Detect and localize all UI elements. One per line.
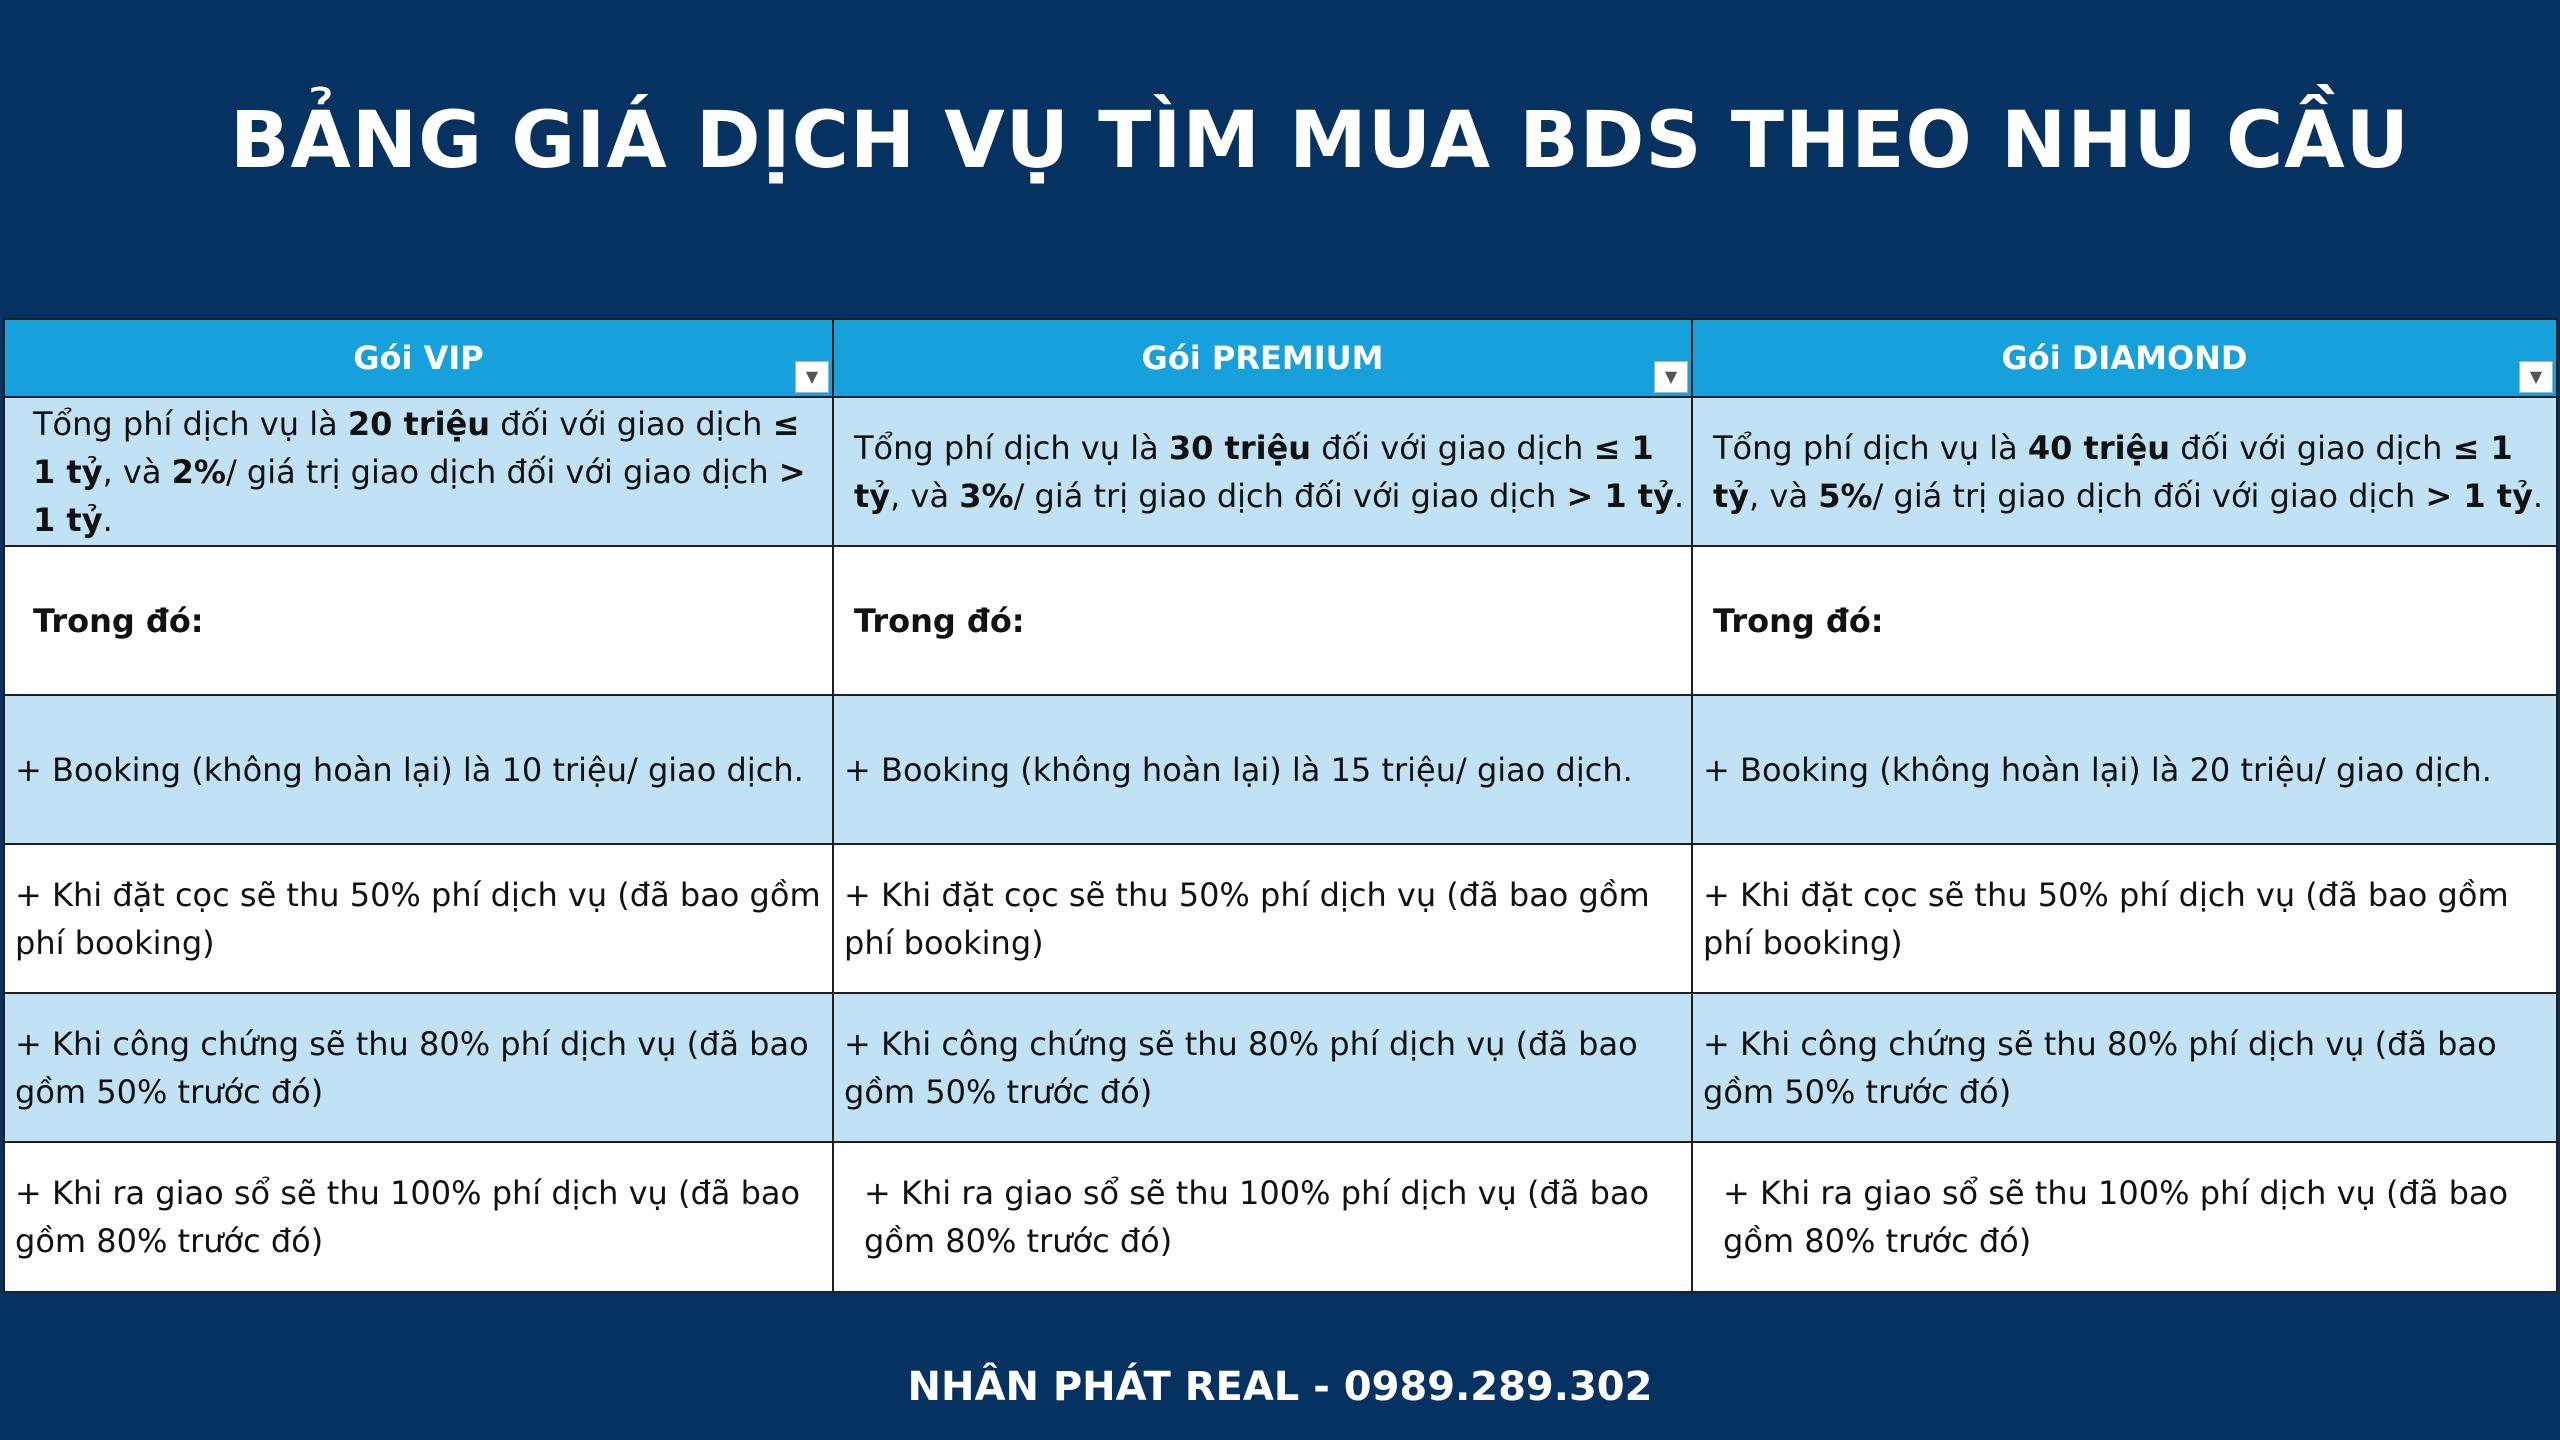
booking-cell: + Booking (không hoàn lại) là 15 triệu/ giao dịch. <box>833 695 1692 844</box>
notary-row <box>4 993 2557 1142</box>
chevron-down-icon[interactable]: ▼ <box>2519 361 2553 393</box>
pricing-grid <box>3 318 2558 1293</box>
trong-do-cell: Trong đó: <box>833 546 1692 695</box>
total-fee-row <box>4 397 2557 546</box>
column-header-diamond <box>1692 319 2557 397</box>
total-fee-cell: Tổng phí dịch vụ là 40 triệu đối với giao dịch ≤ 1 tỷ, và 5%/ giá trị giao dịch đối với giao dịch > 1 tỷ. <box>1692 397 2557 546</box>
chevron-down-icon[interactable]: ▼ <box>795 361 829 393</box>
column-header-label: Gói VIP <box>353 339 484 377</box>
deposit-cell: + Khi đặt cọc sẽ thu 50% phí dịch vụ (đã bao gồm phí booking) <box>1692 844 2557 993</box>
notary-cell: + Khi công chứng sẽ thu 80% phí dịch vụ (đã bao gồm 50% trước đó) <box>4 993 833 1142</box>
chevron-down-icon[interactable]: ▼ <box>1654 361 1688 393</box>
column-header-label: Gói PREMIUM <box>1141 339 1384 377</box>
page-title: BẢNG GIÁ DỊCH VỤ TÌM MUA BDS THEO NHU CẦU <box>230 96 2410 186</box>
trong-do-cell: Trong đó: <box>4 546 833 695</box>
column-header-vip <box>4 319 833 397</box>
notary-cell: + Khi công chứng sẽ thu 80% phí dịch vụ (đã bao gồm 50% trước đó) <box>1692 993 2557 1142</box>
booking-cell: + Booking (không hoàn lại) là 10 triệu/ giao dịch. <box>4 695 833 844</box>
booking-cell: + Booking (không hoàn lại) là 20 triệu/ giao dịch. <box>1692 695 2557 844</box>
deposit-cell: + Khi đặt cọc sẽ thu 50% phí dịch vụ (đã bao gồm phí booking) <box>833 844 1692 993</box>
total-fee-cell: Tổng phí dịch vụ là 20 triệu đối với giao dịch ≤ 1 tỷ, và 2%/ giá trị giao dịch đối với giao dịch > 1 tỷ. <box>4 397 833 546</box>
header-row <box>4 319 2557 397</box>
handover-row <box>4 1142 2557 1292</box>
trong-do-cell: Trong đó: <box>1692 546 2557 695</box>
pricing-table <box>3 318 2556 1291</box>
notary-cell: + Khi công chứng sẽ thu 80% phí dịch vụ (đã bao gồm 50% trước đó) <box>833 993 1692 1142</box>
booking-row <box>4 695 2557 844</box>
column-header-premium <box>833 319 1692 397</box>
handover-cell: + Khi ra giao sổ sẽ thu 100% phí dịch vụ (đã bao gồm 80% trước đó) <box>1692 1142 2557 1292</box>
handover-cell: + Khi ra giao sổ sẽ thu 100% phí dịch vụ (đã bao gồm 80% trước đó) <box>833 1142 1692 1292</box>
handover-cell: + Khi ra giao sổ sẽ thu 100% phí dịch vụ (đã bao gồm 80% trước đó) <box>4 1142 833 1292</box>
column-header-label: Gói DIAMOND <box>2001 339 2248 377</box>
total-fee-cell: Tổng phí dịch vụ là 30 triệu đối với giao dịch ≤ 1 tỷ, và 3%/ giá trị giao dịch đối với giao dịch > 1 tỷ. <box>833 397 1692 546</box>
footer-contact: NHÂN PHÁT REAL - 0989.289.302 <box>907 1364 1653 1410</box>
deposit-cell: + Khi đặt cọc sẽ thu 50% phí dịch vụ (đã bao gồm phí booking) <box>4 844 833 993</box>
deposit-row <box>4 844 2557 993</box>
trong-do-row <box>4 546 2557 695</box>
